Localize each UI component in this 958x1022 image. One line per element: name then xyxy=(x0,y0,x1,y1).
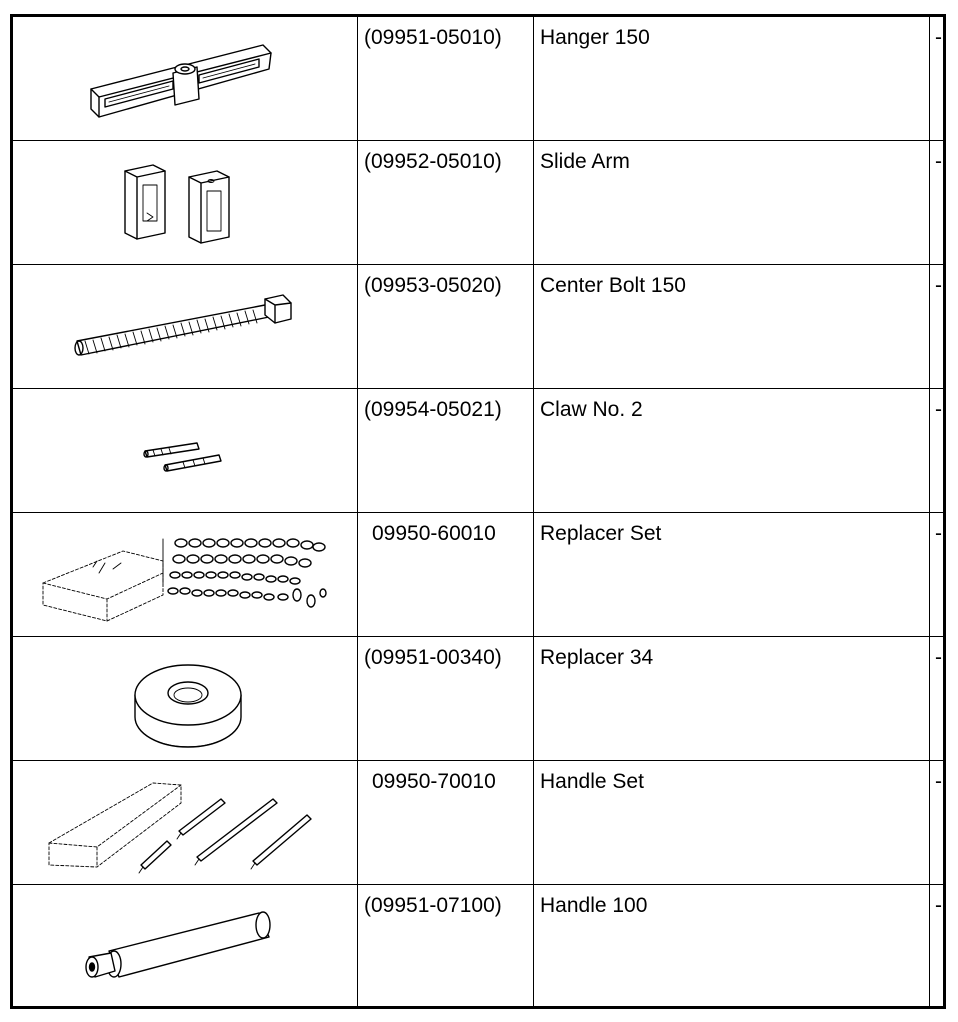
part-number: (09951-05010) xyxy=(364,26,502,49)
tool-illustration-cell xyxy=(13,17,358,140)
tool-illustration-cell xyxy=(13,761,358,884)
slide-arm-icon xyxy=(13,141,358,264)
replacer-icon xyxy=(13,637,358,760)
tool-name: Center Bolt 150 xyxy=(540,274,686,297)
replacer-set-icon xyxy=(13,513,358,636)
part-number: (09951-00340) xyxy=(364,646,502,669)
tool-illustration-cell xyxy=(13,141,358,264)
note: - xyxy=(935,150,942,173)
handle-set-icon xyxy=(13,761,358,884)
table-row xyxy=(13,885,943,1009)
part-number: (09953-05020) xyxy=(364,274,502,297)
table-row xyxy=(13,389,943,513)
tool-name: Hanger 150 xyxy=(540,26,650,49)
part-number: (09952-05010) xyxy=(364,150,502,173)
table-row xyxy=(13,513,943,637)
table-row xyxy=(13,637,943,761)
note: - xyxy=(935,26,942,49)
tool-illustration-cell xyxy=(13,885,358,1009)
table-row xyxy=(13,265,943,389)
hanger-icon xyxy=(13,17,358,140)
special-tools-table xyxy=(10,14,946,1009)
note: - xyxy=(935,398,942,421)
tool-name: Handle Set xyxy=(540,770,644,793)
table-row xyxy=(13,761,943,885)
part-number: (09954-05021) xyxy=(364,398,502,421)
table-row xyxy=(13,17,943,141)
part-number: (09951-07100) xyxy=(364,894,502,917)
handle-icon xyxy=(13,885,358,1008)
tool-illustration-cell xyxy=(13,637,358,760)
tool-name: Replacer 34 xyxy=(540,646,654,669)
tool-name: Slide Arm xyxy=(540,150,630,173)
table-row xyxy=(13,141,943,265)
claw-icon xyxy=(13,389,358,512)
tool-illustration-cell xyxy=(13,265,358,388)
note: - xyxy=(935,522,942,545)
note: - xyxy=(935,770,942,793)
part-number: 09950-60010 xyxy=(372,522,496,545)
center-bolt-icon xyxy=(13,265,358,388)
note: - xyxy=(935,646,942,669)
tool-illustration-cell xyxy=(13,389,358,512)
tool-name: Handle 100 xyxy=(540,894,648,917)
tool-name: Replacer Set xyxy=(540,522,662,545)
tool-name: Claw No. 2 xyxy=(540,398,643,421)
part-number: 09950-70010 xyxy=(372,770,496,793)
note: - xyxy=(935,274,942,297)
tool-illustration-cell xyxy=(13,513,358,636)
note: - xyxy=(935,894,942,917)
